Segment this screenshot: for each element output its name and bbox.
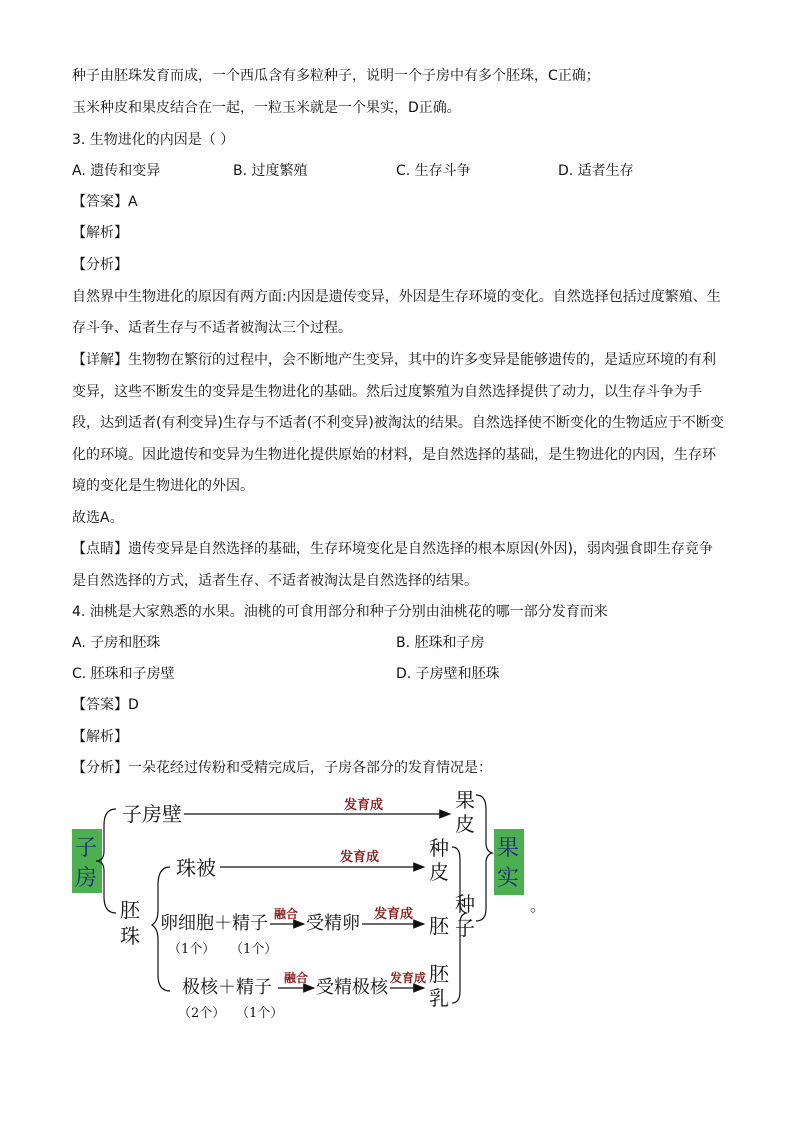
seed-coat-label-1: 种 <box>429 836 449 860</box>
fruit-bracket <box>476 795 492 921</box>
q3-option-a: A. 遗传和变异 <box>72 163 161 179</box>
ovule-label-2: 珠 <box>120 924 140 948</box>
q3-option-c: C. 生存斗争 <box>396 163 471 179</box>
develop-label-2: 发育成 <box>340 850 380 865</box>
q3-dianjing: 【点睛】遗传变异是自然选择的基础，生存环境变化是自然选择的根本原因(外因)，弱肉强食即生存竞争 <box>72 541 713 557</box>
q4-option-b: B. 胚珠和子房 <box>396 635 485 651</box>
q4-fenxi: 【分析】一朵花经过传粉和受精完成后，子房各部分的发育情况是： <box>72 760 492 776</box>
egg-sperm-label: 卵细胞＋精子 <box>160 913 268 934</box>
q3-option-b: B. 过度繁殖 <box>233 163 308 179</box>
question-3-stem: 3. 生物进化的内因是（ ） <box>72 132 235 148</box>
seed-label-2: 子 <box>455 916 475 940</box>
fruit-label-1: 果 <box>497 836 520 861</box>
seed-label-1: 种 <box>455 892 475 916</box>
ovary-wall-label: 子房壁 <box>122 802 182 826</box>
q3-detail: 变异，这些不断发生的变异是生物进化的基础。然后过度繁殖为自然选择提供了动力，以生存斗争为手 <box>72 384 702 400</box>
q3-detail: 境的变化是生物进化的外因。 <box>72 478 254 494</box>
trailing-period: 。 <box>530 896 547 915</box>
text-line: 玉米种皮和果皮结合在一起，一粒玉米就是一个果实，D正确。 <box>72 100 461 116</box>
q3-fenxi: 自然界中生物进化的原因有两方面:内因是遗传变异，外因是生存环境的变化。自然选择包括过度繁殖、生 <box>72 289 721 305</box>
q3-choose: 故选A。 <box>72 510 124 526</box>
q4-analysis-label: 【解析】 <box>72 729 128 745</box>
fuse-label-1: 融合 <box>274 907 299 921</box>
embryo-label: 胚 <box>429 914 449 938</box>
zygote-label: 受精卵 <box>306 913 360 934</box>
pericarp-label-2: 皮 <box>455 812 475 836</box>
fruit-label-2: 实 <box>497 866 520 891</box>
develop-label-3: 发育成 <box>374 907 414 922</box>
sperm-count-1: （1个） <box>230 942 278 957</box>
ovary-brace <box>96 809 116 913</box>
q3-detail: 【详解】生物物在繁衍的过程中，会不断地产生变异，其中的许多变异是能够遗传的，是适应环境的有利 <box>72 352 716 368</box>
ovary-label: 子 <box>75 836 98 861</box>
fuse-label-2: 融合 <box>284 971 309 985</box>
q4-option-d: D. 子房壁和胚珠 <box>396 666 500 682</box>
q3-answer: 【答案】A <box>72 194 138 210</box>
endosperm-label-1: 胚 <box>429 962 449 986</box>
egg-count: （1个） <box>168 942 216 957</box>
seed-coat-label-2: 皮 <box>429 860 449 884</box>
pericarp-label-1: 果 <box>455 788 475 812</box>
polar-count: （2个） <box>178 1006 226 1021</box>
q3-dianjing: 是自然选择的方式，适者生存、不适者被淘汰是自然选择的结果。 <box>72 573 478 589</box>
polar-sperm-label: 极核＋精子 <box>182 977 272 998</box>
develop-label-1: 发育成 <box>344 798 384 813</box>
q4-answer: 【答案】D <box>72 697 139 713</box>
endosperm-label-2: 乳 <box>429 986 449 1010</box>
q3-detail: 化的环境。因此遗传和变异为生物进化提供原始的材料，是自然选择的基础，是生物进化的内因，生存环 <box>72 447 716 463</box>
ovary-label-2: 房 <box>75 866 98 891</box>
ovule-label-1: 胚 <box>120 898 140 922</box>
fertilized-polar-label: 受精极核 <box>316 977 388 998</box>
q3-fenxi: 存斗争、适者生存与不适者被淘汰三个过程。 <box>72 320 352 336</box>
integument-label: 珠被 <box>176 856 216 880</box>
q3-detail: 段，达到适者(有利变异)生存与不适者(不利变异)被淘汰的结果。自然选择使不断变化的生物适应于不断变 <box>72 415 724 431</box>
q4-option-c: C. 胚珠和子房壁 <box>72 666 175 682</box>
q3-option-d: D. 适者生存 <box>558 163 634 179</box>
sperm-count-2: （1个） <box>236 1006 284 1021</box>
q4-option-a: A. 子房和胚珠 <box>72 635 161 651</box>
ovary-development-diagram <box>72 785 547 1025</box>
text-line: 种子由胚珠发育而成，一个西瓜含有多粒种子，说明一个子房中有多个胚珠，C正确； <box>72 68 600 84</box>
develop-label-4: 发育成 <box>390 971 427 985</box>
question-4-stem: 4. 油桃是大家熟悉的水果。油桃的可食用部分和种子分别由油桃花的哪一部分发育而来 <box>72 604 608 620</box>
q3-fenxi-label: 【分析】 <box>72 257 128 273</box>
q3-analysis-label: 【解析】 <box>72 225 128 241</box>
